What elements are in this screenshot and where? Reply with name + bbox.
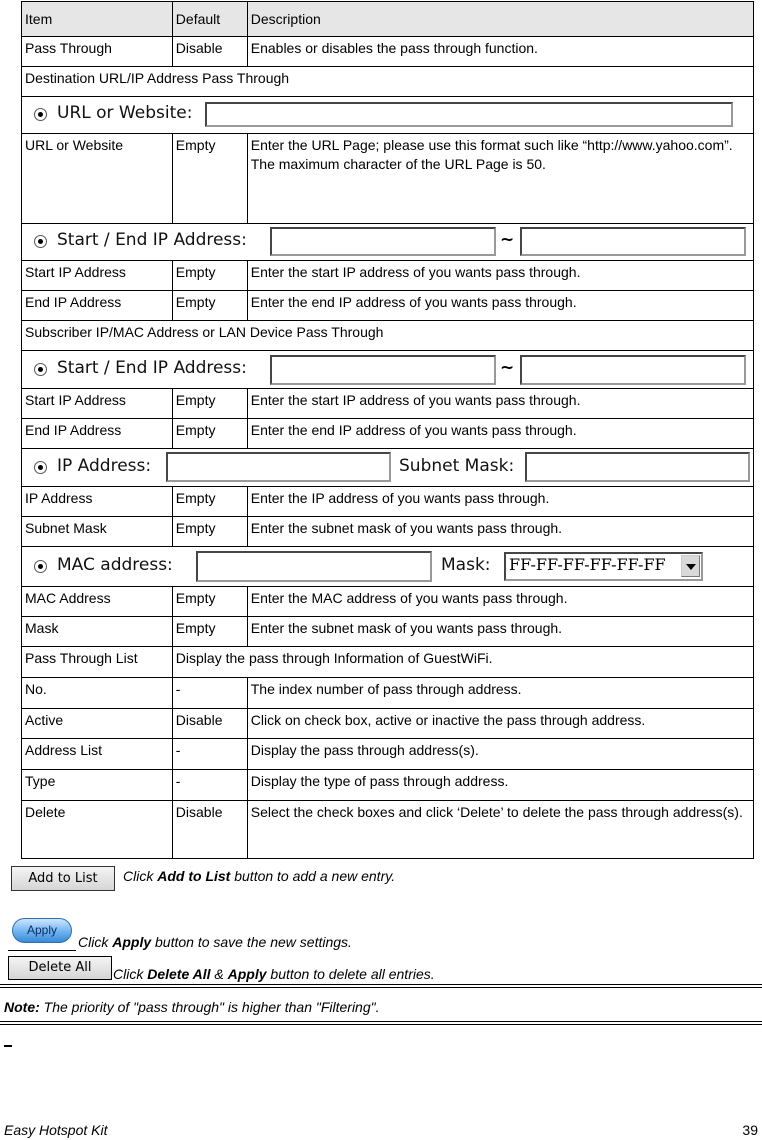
cell-item: Active — [22, 709, 173, 739]
table-row — [22, 647, 754, 678]
add-to-list-button[interactable]: Add to List — [11, 866, 115, 891]
section-row — [22, 67, 754, 97]
cell-default: Disable — [172, 37, 247, 67]
cell-item: Pass Through List — [22, 647, 173, 678]
cell-item: Mask — [22, 617, 173, 647]
table-row — [22, 487, 754, 517]
cell-desc: Enter the subnet mask of you wants pass through. — [247, 617, 753, 647]
chevron-down-icon[interactable] — [681, 555, 700, 577]
mask-select[interactable] — [504, 552, 703, 581]
page-number: 39 — [742, 1122, 758, 1138]
cell-default: Disable — [172, 709, 247, 739]
cell-default: - — [172, 770, 247, 801]
mac-form-preview — [22, 547, 753, 586]
cell-default: Empty — [172, 389, 247, 419]
table-row — [22, 419, 754, 449]
sub-range-label: Start / End IP Address: — [57, 358, 247, 378]
range-tilde: ~ — [500, 230, 515, 250]
cell-desc: Display the type of pass through address. — [247, 770, 753, 801]
sub-range-form-preview — [22, 351, 753, 388]
cell-default: Empty — [172, 419, 247, 449]
cell-desc: Enter the IP address of you wants pass through. — [247, 487, 753, 517]
destination-section-title: Destination URL/IP Address Pass Through — [22, 67, 754, 97]
cell-item: IP Address — [22, 487, 173, 517]
table-row — [22, 770, 754, 801]
cell-item: Start IP Address — [22, 261, 173, 291]
cell-desc: Enables or disables the pass through function. — [247, 37, 753, 67]
cell-default: - — [172, 739, 247, 770]
url-input[interactable] — [205, 102, 733, 127]
table-row — [22, 739, 754, 770]
cell-item: Pass Through — [22, 37, 173, 67]
ip-radio[interactable] — [34, 461, 47, 474]
divider — [0, 987, 762, 988]
divider — [0, 1024, 762, 1025]
table-row — [22, 678, 754, 709]
cell-item: Address List — [22, 739, 173, 770]
range-tilde: ~ — [500, 358, 515, 378]
cell-default: Empty — [172, 487, 247, 517]
mask-label: Mask: — [441, 555, 491, 575]
cell-desc: Select the check boxes and click ‘Delete’ to delete the pass through address(s). — [247, 801, 753, 859]
cell-item: MAC Address — [22, 587, 173, 617]
url-ui-row — [22, 97, 754, 134]
table-row — [22, 134, 754, 224]
cell-item: Subnet Mask — [22, 517, 173, 547]
cell-desc: Enter the end IP address of you wants pass through. — [247, 419, 753, 449]
ip-label: IP Address: — [57, 456, 152, 476]
cell-item: No. — [22, 678, 173, 709]
table-header-row — [22, 2, 754, 37]
cell-default: Empty — [172, 587, 247, 617]
dest-start-ip-input[interactable] — [270, 227, 496, 256]
cell-desc: Click on check box, active or inactive the pass through address. — [247, 709, 753, 739]
cell-desc: Enter the start IP address of you wants pass through. — [247, 261, 753, 291]
table-row — [22, 389, 754, 419]
cell-default: Disable — [172, 801, 247, 859]
url-radio[interactable] — [34, 108, 47, 121]
mac-ui-row — [22, 547, 754, 587]
dest-range-form-preview — [22, 224, 753, 260]
ip-ui-row — [22, 449, 754, 487]
subscriber-section-title: Subscriber IP/MAC Address or LAN Device Pass Through — [22, 321, 754, 351]
cell-desc: The index number of pass through address. — [247, 678, 753, 709]
dash-mark — [4, 1045, 12, 1047]
cell-item: URL or Website — [22, 134, 173, 224]
table-row — [22, 801, 754, 859]
delete-all-note: Click Delete All & Apply button to delete all entries. — [113, 966, 435, 982]
sub-end-ip-input[interactable] — [520, 355, 746, 385]
cell-desc: Enter the subnet mask of you wants pass through. — [247, 517, 753, 547]
mask-select-value: FF-FF-FF-FF-FF-FF — [509, 555, 666, 574]
range-ui-row — [22, 351, 754, 389]
dest-range-radio[interactable] — [34, 235, 47, 248]
cell-item: Delete — [22, 801, 173, 859]
cell-desc: Enter the start IP address of you wants pass through. — [247, 389, 753, 419]
apply-note: Click Apply button to save the new settings. — [78, 934, 352, 950]
table-row — [22, 261, 754, 291]
priority-note: Note: The priority of "pass through" is higher than "Filtering". — [4, 999, 380, 1015]
table-row — [22, 617, 754, 647]
divider — [8, 950, 76, 951]
cell-item: End IP Address — [22, 291, 173, 321]
mac-label: MAC address: — [57, 555, 173, 575]
dest-end-ip-input[interactable] — [520, 227, 746, 256]
subnet-mask-label: Subnet Mask: — [399, 456, 515, 476]
cell-item: End IP Address — [22, 419, 173, 449]
cell-default: Empty — [172, 134, 247, 224]
cell-desc: Display the pass through address(s). — [247, 739, 753, 770]
apply-button[interactable]: Apply — [12, 918, 72, 943]
mac-radio[interactable] — [34, 560, 47, 573]
divider — [0, 1021, 762, 1022]
mac-input[interactable] — [196, 551, 432, 582]
table-row — [22, 709, 754, 739]
table-row — [22, 37, 754, 67]
url-label: URL or Website: — [57, 103, 193, 123]
url-form-preview — [22, 97, 753, 133]
divider — [0, 984, 762, 985]
table-row — [22, 517, 754, 547]
ip-input[interactable] — [166, 452, 391, 482]
cell-default: Empty — [172, 517, 247, 547]
cell-desc: Display the pass through Information of GuestWiFi. — [172, 647, 753, 678]
pass-through-table — [21, 1, 754, 859]
cell-default: Empty — [172, 261, 247, 291]
cell-desc: Enter the end IP address of you wants pass through. — [247, 291, 753, 321]
cell-desc: Enter the URL Page; please use this format such like “http://www.yahoo.com”. The maximum character of the URL Page is 50. — [247, 134, 753, 224]
header-item: Item — [22, 2, 173, 37]
table-row — [22, 587, 754, 617]
cell-default: Empty — [172, 617, 247, 647]
header-default: Default — [172, 2, 247, 37]
ip-form-preview — [22, 449, 753, 486]
cell-item: Start IP Address — [22, 389, 173, 419]
cell-desc: Enter the MAC address of you wants pass through. — [247, 587, 753, 617]
cell-default: Empty — [172, 291, 247, 321]
dest-range-label: Start / End IP Address: — [57, 230, 247, 250]
cell-default: - — [172, 678, 247, 709]
table-row — [22, 291, 754, 321]
add-note: Click Add to List button to add a new entry. — [123, 868, 396, 884]
sub-start-ip-input[interactable] — [270, 355, 496, 385]
header-description: Description — [247, 2, 753, 37]
range-ui-row — [22, 224, 754, 261]
footer-title: Easy Hotspot Kit — [4, 1122, 108, 1138]
section-row — [22, 321, 754, 351]
delete-all-button[interactable]: Delete All — [8, 956, 112, 980]
subnet-mask-input[interactable] — [525, 452, 750, 482]
sub-range-radio[interactable] — [34, 363, 47, 376]
cell-item: Type — [22, 770, 173, 801]
